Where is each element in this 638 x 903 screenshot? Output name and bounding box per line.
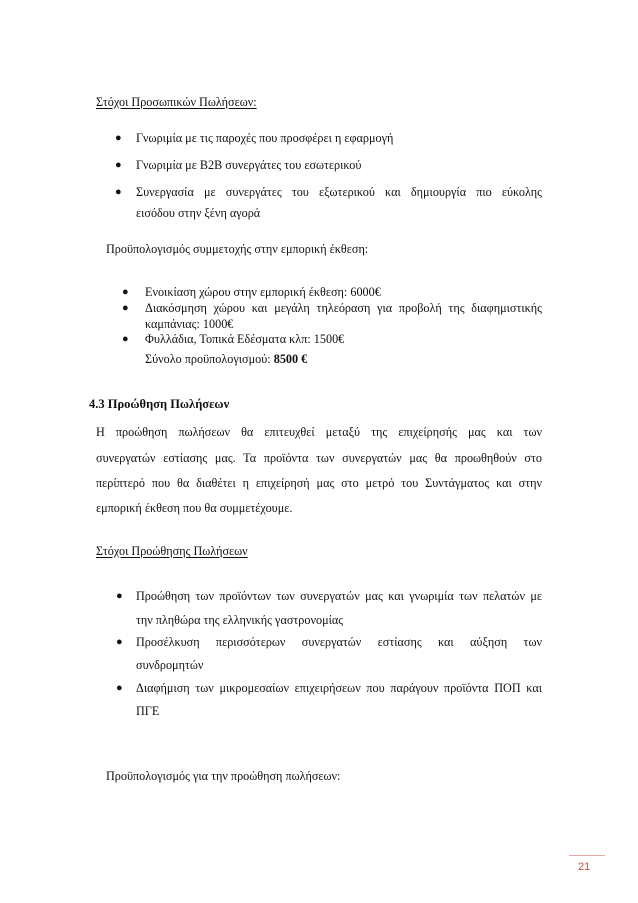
promotion-goals-title: Στόχοι Προώθησης Πωλήσεων bbox=[96, 544, 248, 558]
budget-item-continuation: καμπάνιας: 1000€ bbox=[145, 317, 234, 331]
promotion-budget-title: Προϋπολογισμός για την προώθηση πωλήσεων: bbox=[106, 769, 341, 783]
budget-total-label: Σύνολο προϋπολογισμού: bbox=[145, 352, 274, 366]
bullet-icon: ● bbox=[122, 333, 129, 345]
list-item: Γνωριμία με B2B συνεργάτες του εσωτερικού bbox=[136, 158, 362, 172]
bullet-icon: ● bbox=[116, 682, 123, 694]
list-item: Συνεργασία με συνεργάτες του εξωτερικού και δημιουργία πιο εύκολης bbox=[136, 185, 542, 199]
bullet-icon: ● bbox=[122, 286, 129, 298]
budget-item: Ενοικίαση χώρου στην εμπορική έκθεση: 6000€ bbox=[145, 285, 381, 299]
footer-divider bbox=[569, 855, 605, 856]
list-item: Προώθηση των προϊόντων των συνεργατών μας και γνωριμία των πελατών με bbox=[136, 589, 542, 603]
paragraph-line: εμπορική έκθεση που θα συμμετέχουμε. bbox=[96, 501, 293, 515]
budget-item: Φυλλάδια, Τοπικά Εδέσματα κλπ: 1500€ bbox=[145, 332, 345, 346]
section-heading: 4.3 Προώθηση Πωλήσεων bbox=[89, 397, 230, 411]
paragraph-line: συνεργατών εστίασης μας. Τα προϊόντα των συνεργατών μας θα προωθηθούν στο bbox=[96, 451, 542, 465]
list-item-continuation: την πληθώρα της ελληνικής γαστρονομίας bbox=[136, 613, 344, 627]
bullet-icon: ● bbox=[116, 636, 123, 648]
list-item: Προσέλκυση περισσότερων συνεργατών εστίασης και αύξηση των bbox=[136, 635, 542, 649]
bullet-icon: ● bbox=[115, 159, 122, 171]
bullet-icon: ● bbox=[122, 302, 129, 314]
bullet-icon: ● bbox=[115, 132, 122, 144]
list-item-continuation: εισόδου στην ξένη αγορά bbox=[136, 206, 261, 220]
list-item-continuation: συνδρομητών bbox=[136, 658, 204, 672]
list-item-continuation: ΠΓΕ bbox=[136, 704, 160, 718]
exhibition-budget-title: Προϋπολογισμός συμμετοχής στην εμπορική έκθεση: bbox=[106, 242, 369, 256]
paragraph-line: περίπτερό που θα διαθέτει η επιχείρησή μας στο μετρό του Συντάγματος και στην bbox=[96, 476, 542, 490]
bullet-icon: ● bbox=[115, 186, 122, 198]
paragraph-line: Η προώθηση πωλήσεων θα επιτευχθεί μεταξύ της επιχείρησής μας και των bbox=[96, 425, 542, 439]
budget-item: Διακόσμηση χώρου και μεγάλη τηλεόραση για προβολή της διαφημιστικής bbox=[145, 301, 542, 315]
page-number: 21 bbox=[578, 861, 591, 873]
budget-total bbox=[145, 353, 307, 365]
list-item: Γνωριμία με τις παροχές που προσφέρει η εφαρμογή bbox=[136, 131, 394, 145]
budget-total-value: 8500 € bbox=[273, 352, 308, 366]
list-item: Διαφήμιση των μικρομεσαίων επιχειρήσεων που παράγουν προϊόντα ΠΟΠ και bbox=[136, 681, 542, 695]
personal-sales-goals-title: Στόχοι Προσωπικών Πωλήσεων: bbox=[96, 95, 257, 109]
bullet-icon: ● bbox=[116, 590, 123, 602]
